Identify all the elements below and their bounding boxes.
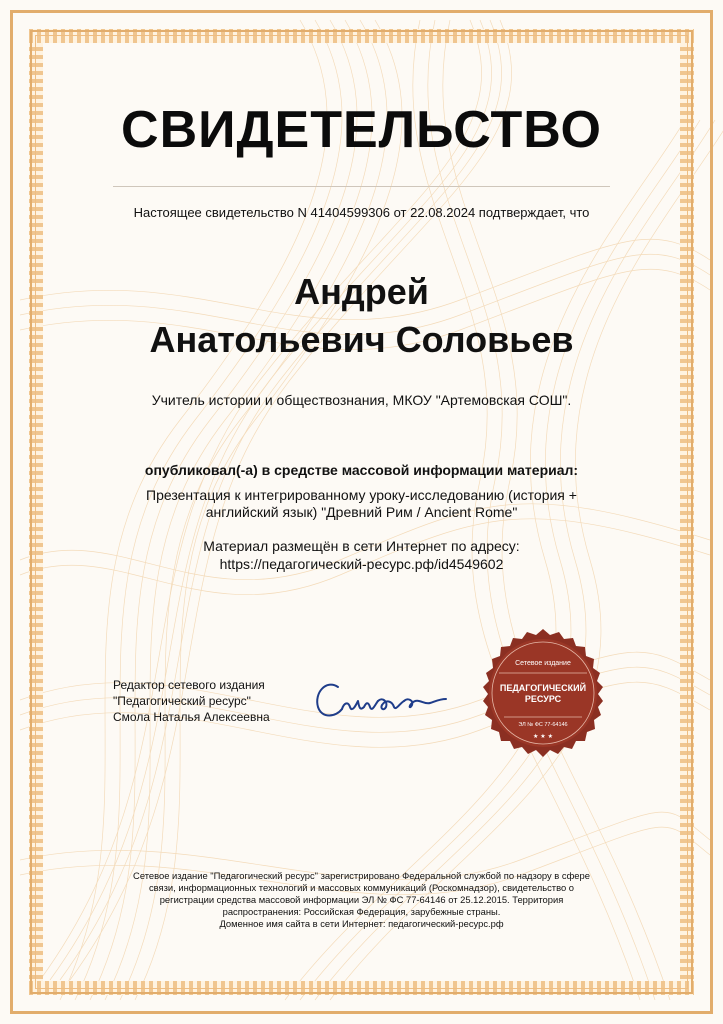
footer-line3: регистрации средства массовой информации ЭЛ № ФС 77-64146 от 25.12.2015. Территория — [159, 894, 564, 905]
footer-line2: связи, информационных технологий и массовых коммуникаций (Роскомнадзор), свидетельство о — [148, 882, 574, 893]
seal-reg-text: ЭЛ № ФС 77-64146 — [518, 722, 568, 728]
material-title-line2: английский язык) "Древний Рим / Ancient Rome" — [205, 504, 518, 520]
editor-block — [113, 677, 270, 725]
seal-top-text: Сетевое издание — [515, 660, 571, 667]
certificate-title: СВИДЕТЕЛЬСТВО — [121, 101, 602, 159]
material-url: https://педагогический-ресурс.рф/id4549602 — [219, 556, 504, 572]
editor-name: Смола Наталья Алексеевна — [113, 710, 270, 724]
material-location — [0, 537, 723, 573]
material-title-line1: Презентация к интегрированному уроку-исследованию (история + — [146, 487, 577, 503]
seal-stars: ★ ★ ★ — [533, 733, 553, 740]
title-divider — [113, 186, 610, 187]
recipient-first-name: Андрей — [294, 271, 429, 312]
seal-main-line2: РЕСУРС — [524, 694, 562, 704]
footer-line1: Сетевое издание "Педагогический ресурс" зарегистрировано Федеральной службой по надзору в сфере — [133, 870, 590, 881]
recipient-position: Учитель истории и обществознания, МКОУ "Артемовская СОШ". — [151, 392, 572, 408]
published-heading: опубликовал(-а) в средстве массовой информации материал: — [144, 462, 579, 478]
editor-title: Редактор сетевого издания — [113, 678, 265, 692]
material-location-label: Материал размещён в сети Интернет по адресу: — [203, 538, 520, 554]
editor-signature — [312, 675, 452, 725]
recipient-rest-name: Анатольевич Соловьев — [149, 319, 574, 360]
publication-seal — [474, 627, 612, 765]
recipient-name — [0, 268, 723, 364]
registration-footer — [112, 870, 611, 930]
certificate-number-line: Настоящее свидетельство N 41404599306 от 22.08.2024 подтверждает, что — [133, 205, 590, 220]
footer-line5: Доменное имя сайта в сети Интернет: педагогический-ресурс.рф — [219, 918, 504, 929]
editor-publication: "Педагогический ресурс" — [113, 694, 251, 708]
footer-line4: распространения: Российская Федерация, зарубежные страны. — [222, 906, 501, 917]
seal-main-line1: ПЕДАГОГИЧЕСКИЙ — [499, 683, 587, 693]
material-title — [120, 487, 603, 521]
